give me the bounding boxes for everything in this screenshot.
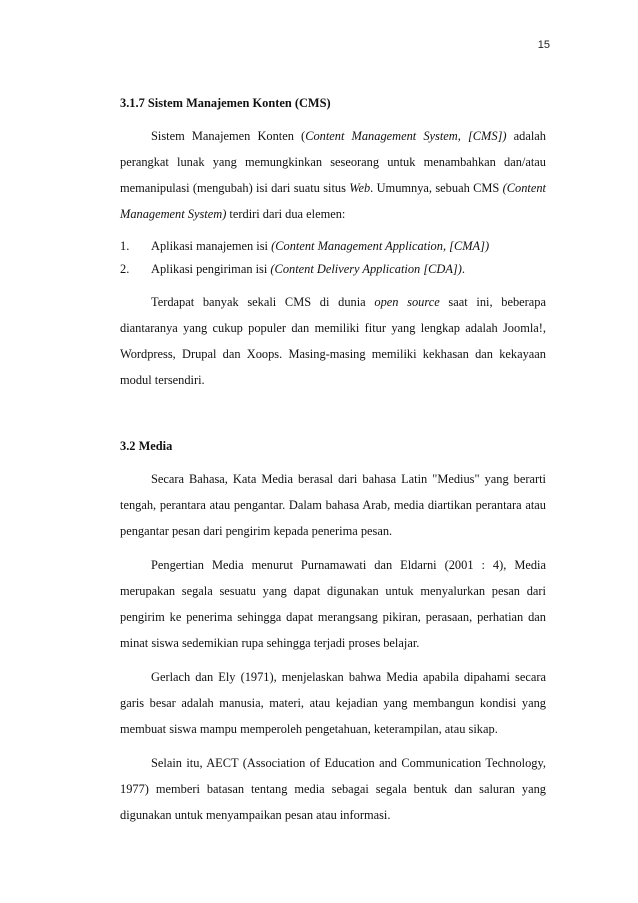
page-number: 15 [537, 39, 550, 51]
document-body [120, 94, 546, 836]
cms-open-source-paragraph: Terdapat banyak sekali CMS di dunia open source saat ini, beberapa diantaranya yang cukup populer dan memiliki fitur yang lengkap adalah Joomla!, Wordpress, Drupal dan Xoops. Masing-masing memiliki kekhasan dan kekayaan modul tersendiri. [120, 295, 546, 387]
section-heading-3-1-7: 3.1.7 Sistem Manajemen Konten (CMS) [120, 96, 331, 110]
media-paragraph: Selain itu, AECT (Association of Education and Communication Technology, 1977) memberi batasan tentang media sebagai segala bentuk dan saluran yang digunakan untuk menyampaikan pesan atau informasi. [120, 756, 546, 822]
cms-definition-paragraph: Sistem Manajemen Konten (Content Management System, [CMS]) adalah perangkat lunak yang memungkinkan seseorang untuk menambahkan dan/atau memanipulasi (mengubah) isi dari suatu situs Web. Umumnya, sebuah CMS (Content Management System) terdiri dari dua elemen: [120, 129, 546, 221]
section-heading-3-2: 3.2 Media [120, 439, 173, 453]
cms-elements-list [120, 235, 546, 281]
media-paragraph: Pengertian Media menurut Purnamawati dan Eldarni (2001 : 4), Media merupakan segala sesuatu yang dapat digunakan untuk menyalurkan pesan dari pengirim ke penerima sehingga dapat merangsang pikiran, perasaan, perhatian dan minat siswa sedemikian rupa sehingga terjadi proses belajar. [120, 558, 546, 650]
list-item: 2. Aplikasi pengiriman isi (Content Delivery Application [CDA]). [120, 262, 465, 276]
list-item: 1. Aplikasi manajemen isi (Content Management Application, [CMA]) [120, 239, 490, 253]
media-paragraph: Gerlach dan Ely (1971), menjelaskan bahwa Media apabila dipahami secara garis besar adalah manusia, materi, atau kejadian yang membangun kondisi yang membuat siswa mampu memperoleh pengetahuan, keterampilan, atau sikap. [120, 670, 546, 736]
media-paragraph: Secara Bahasa, Kata Media berasal dari bahasa Latin "Medius" yang berarti tengah, perantara atau pengantar. Dalam bahasa Arab, media diartikan perantara atau pengantar pesan dari pengirim kepada penerima pesan. [120, 472, 546, 538]
